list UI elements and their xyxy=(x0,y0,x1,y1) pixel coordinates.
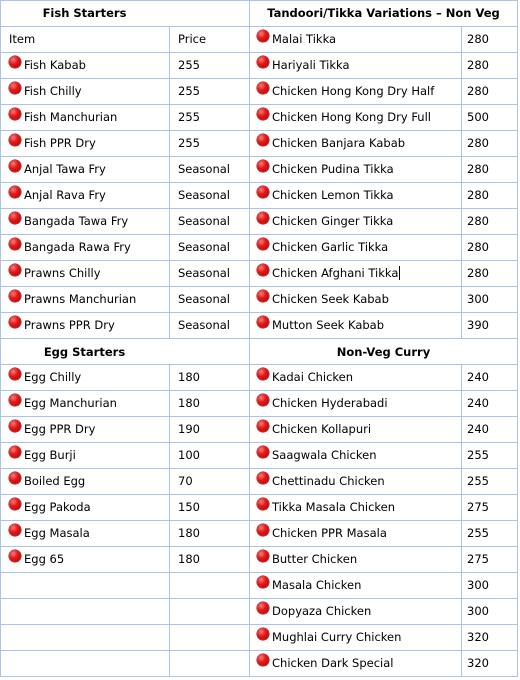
grid-line xyxy=(0,676,517,677)
menu-item-name: Chettinadu Chicken xyxy=(272,474,385,488)
menu-item-price: 280 xyxy=(467,214,489,228)
menu-item-price: 280 xyxy=(467,162,489,176)
menu-item-price: Seasonal xyxy=(178,318,230,332)
menu-item-price: 70 xyxy=(178,474,193,488)
menu-item-name: Fish Manchurian xyxy=(24,110,118,124)
red-ball-bullet-icon xyxy=(9,82,21,94)
menu-item-name: Tikka Masala Chicken xyxy=(272,500,396,514)
menu-item-name: Fish PPR Dry xyxy=(24,136,96,150)
menu-item-price: 280 xyxy=(467,240,489,254)
menu-item-name: Chicken Kollapuri xyxy=(272,422,372,436)
menu-item-name: Anjal Rava Fry xyxy=(24,188,106,202)
grid-line xyxy=(0,546,517,547)
menu-item-price: 320 xyxy=(467,656,489,670)
red-ball-bullet-icon xyxy=(257,160,269,172)
menu-item-price: 180 xyxy=(178,552,200,566)
column-header-item: Item xyxy=(9,32,36,46)
menu-item-name: Kadai Chicken xyxy=(272,370,354,384)
red-ball-bullet-icon xyxy=(9,134,21,146)
menu-item-price: Seasonal xyxy=(178,214,230,228)
red-ball-bullet-icon xyxy=(9,212,21,224)
menu-item-price: 180 xyxy=(178,526,200,540)
grid-line xyxy=(0,104,517,105)
grid-line xyxy=(0,494,517,495)
menu-item-price: 240 xyxy=(467,396,489,410)
red-ball-bullet-icon xyxy=(257,446,269,458)
column-header-price: Price xyxy=(178,32,207,46)
red-ball-bullet-icon xyxy=(257,82,269,94)
menu-item-name: Chicken Hong Kong Dry Full xyxy=(272,110,431,124)
menu-item-name: Prawns PPR Dry xyxy=(24,318,115,332)
menu-item-name: Egg Masala xyxy=(24,526,90,540)
grid-line xyxy=(0,182,517,183)
menu-item-price: Seasonal xyxy=(178,188,230,202)
menu-item-name: Mutton Seek Kabab xyxy=(272,318,385,332)
grid-line xyxy=(0,390,517,391)
menu-item-name: Chicken Seek Kabab xyxy=(272,292,389,306)
section-heading-non-veg-curry: Non-Veg Curry xyxy=(336,345,431,359)
menu-item-price: 100 xyxy=(178,448,200,462)
red-ball-bullet-icon xyxy=(257,472,269,484)
grid-line xyxy=(0,416,517,417)
section-heading-tandoori: Tandoori/Tikka Variations – Non Veg xyxy=(267,6,500,20)
menu-item-price: 255 xyxy=(467,474,489,488)
menu-item-name: Prawns Manchurian xyxy=(24,292,137,306)
red-ball-bullet-icon xyxy=(9,290,21,302)
red-ball-bullet-icon xyxy=(9,160,21,172)
red-ball-bullet-icon xyxy=(9,550,21,562)
grid-line xyxy=(0,364,517,365)
menu-item-name: Chicken Hong Kong Dry Half xyxy=(272,84,435,98)
menu-item-name: Bangada Rawa Fry xyxy=(24,240,131,254)
section-heading-egg-starters: Egg Starters xyxy=(43,345,126,359)
red-ball-bullet-icon xyxy=(257,238,269,250)
grid-line xyxy=(0,572,517,573)
menu-item-price: Seasonal xyxy=(178,266,230,280)
red-ball-bullet-icon xyxy=(257,420,269,432)
red-ball-bullet-icon xyxy=(257,602,269,614)
grid-line xyxy=(0,468,517,469)
red-ball-bullet-icon xyxy=(257,212,269,224)
grid-line xyxy=(0,286,517,287)
menu-item-price: Seasonal xyxy=(178,240,230,254)
grid-line xyxy=(0,624,517,625)
menu-item-name: Anjal Tawa Fry xyxy=(24,162,106,176)
grid-line xyxy=(0,0,517,1)
menu-item-price: Seasonal xyxy=(178,162,230,176)
menu-item-price: 255 xyxy=(178,58,200,72)
red-ball-bullet-icon xyxy=(9,316,21,328)
grid-line xyxy=(0,234,517,235)
grid-line xyxy=(0,260,517,261)
menu-item-name: Malai Tikka xyxy=(272,32,337,46)
red-ball-bullet-icon xyxy=(257,316,269,328)
grid-line xyxy=(0,598,517,599)
menu-item-price: 280 xyxy=(467,136,489,150)
menu-item-name: Fish Chilly xyxy=(24,84,82,98)
grid-line xyxy=(0,78,517,79)
menu-item-price: 280 xyxy=(467,32,489,46)
menu-item-price: 255 xyxy=(178,136,200,150)
menu-item-name: Chicken Garlic Tikka xyxy=(272,240,389,254)
grid-line xyxy=(0,650,517,651)
menu-item-name: Chicken Afghani Tikka xyxy=(272,266,399,280)
menu-item-name: Chicken Lemon Tikka xyxy=(272,188,394,202)
menu-item-name: Egg Chilly xyxy=(24,370,82,384)
menu-item-price: Seasonal xyxy=(178,292,230,306)
menu-item-price: 500 xyxy=(467,110,489,124)
menu-item-name: Chicken Pudina Tikka xyxy=(272,162,394,176)
red-ball-bullet-icon xyxy=(9,368,21,380)
red-ball-bullet-icon xyxy=(9,108,21,120)
red-ball-bullet-icon xyxy=(257,108,269,120)
grid-line xyxy=(0,130,517,131)
menu-item-name: Chicken Hyderabadi xyxy=(272,396,388,410)
menu-item-price: 275 xyxy=(467,552,489,566)
menu-item-name: Masala Chicken xyxy=(272,578,362,592)
red-ball-bullet-icon xyxy=(257,264,269,276)
red-ball-bullet-icon xyxy=(257,628,269,640)
red-ball-bullet-icon xyxy=(9,472,21,484)
menu-item-price: 150 xyxy=(178,500,200,514)
red-ball-bullet-icon xyxy=(257,576,269,588)
menu-item-name: Chicken Banjara Kabab xyxy=(272,136,406,150)
red-ball-bullet-icon xyxy=(257,368,269,380)
red-ball-bullet-icon xyxy=(257,524,269,536)
red-ball-bullet-icon xyxy=(257,498,269,510)
menu-item-name: Chicken PPR Masala xyxy=(272,526,387,540)
grid-line xyxy=(0,156,517,157)
red-ball-bullet-icon xyxy=(9,264,21,276)
menu-item-name: Butter Chicken xyxy=(272,552,358,566)
menu-item-name: Egg 65 xyxy=(24,552,65,566)
menu-item-price: 280 xyxy=(467,188,489,202)
menu-item-price: 255 xyxy=(178,84,200,98)
red-ball-bullet-icon xyxy=(257,134,269,146)
menu-item-price: 240 xyxy=(467,422,489,436)
menu-item-price: 180 xyxy=(178,370,200,384)
menu-item-name: Dopyaza Chicken xyxy=(272,604,372,618)
menu-item-name: Egg Burji xyxy=(24,448,76,462)
menu-item-price: 255 xyxy=(467,448,489,462)
red-ball-bullet-icon xyxy=(9,394,21,406)
red-ball-bullet-icon xyxy=(9,238,21,250)
menu-item-price: 255 xyxy=(178,110,200,124)
red-ball-bullet-icon xyxy=(9,186,21,198)
menu-item-name: Fish Kabab xyxy=(24,58,86,72)
red-ball-bullet-icon xyxy=(9,524,21,536)
menu-item-name: Bangada Tawa Fry xyxy=(24,214,129,228)
menu-item-name: Hariyali Tikka xyxy=(272,58,350,72)
menu-item-price: 300 xyxy=(467,604,489,618)
red-ball-bullet-icon xyxy=(9,498,21,510)
menu-item-name: Chicken Dark Special xyxy=(272,656,394,670)
section-heading-fish-starters: Fish Starters xyxy=(42,6,127,20)
menu-item-name: Prawns Chilly xyxy=(24,266,101,280)
red-ball-bullet-icon xyxy=(9,420,21,432)
menu-item-price: 275 xyxy=(467,500,489,514)
red-ball-bullet-icon xyxy=(9,56,21,68)
menu-item-price: 280 xyxy=(467,84,489,98)
menu-item-price: 390 xyxy=(467,318,489,332)
menu-item-name: Saagwala Chicken xyxy=(272,448,377,462)
grid-line xyxy=(0,442,517,443)
menu-item-price: 190 xyxy=(178,422,200,436)
grid-line xyxy=(0,52,517,53)
menu-item-name: Egg Pakoda xyxy=(24,500,91,514)
red-ball-bullet-icon xyxy=(257,30,269,42)
menu-item-price: 300 xyxy=(467,292,489,306)
menu-item-price: 320 xyxy=(467,630,489,644)
red-ball-bullet-icon xyxy=(257,394,269,406)
menu-item-name: Egg PPR Dry xyxy=(24,422,96,436)
menu-item-price: 300 xyxy=(467,578,489,592)
menu-item-name: Chicken Ginger Tikka xyxy=(272,214,394,228)
red-ball-bullet-icon xyxy=(257,56,269,68)
menu-item-name: Egg Manchurian xyxy=(24,396,117,410)
menu-item-price: 280 xyxy=(467,58,489,72)
red-ball-bullet-icon xyxy=(257,550,269,562)
grid-line xyxy=(0,26,517,27)
red-ball-bullet-icon xyxy=(257,186,269,198)
grid-line xyxy=(0,312,517,313)
menu-item-price: 180 xyxy=(178,396,200,410)
menu-item-name: Boiled Egg xyxy=(24,474,86,488)
menu-item-price: 280 xyxy=(467,266,489,280)
menu-item-price: 255 xyxy=(467,526,489,540)
grid-line xyxy=(517,0,518,677)
text-cursor xyxy=(399,266,400,280)
menu-item-price: 240 xyxy=(467,370,489,384)
grid-line xyxy=(0,208,517,209)
grid-line xyxy=(0,338,517,339)
menu-item-name: Mughlai Curry Chicken xyxy=(272,630,402,644)
red-ball-bullet-icon xyxy=(257,654,269,666)
grid-line xyxy=(0,520,517,521)
red-ball-bullet-icon xyxy=(9,446,21,458)
red-ball-bullet-icon xyxy=(257,290,269,302)
